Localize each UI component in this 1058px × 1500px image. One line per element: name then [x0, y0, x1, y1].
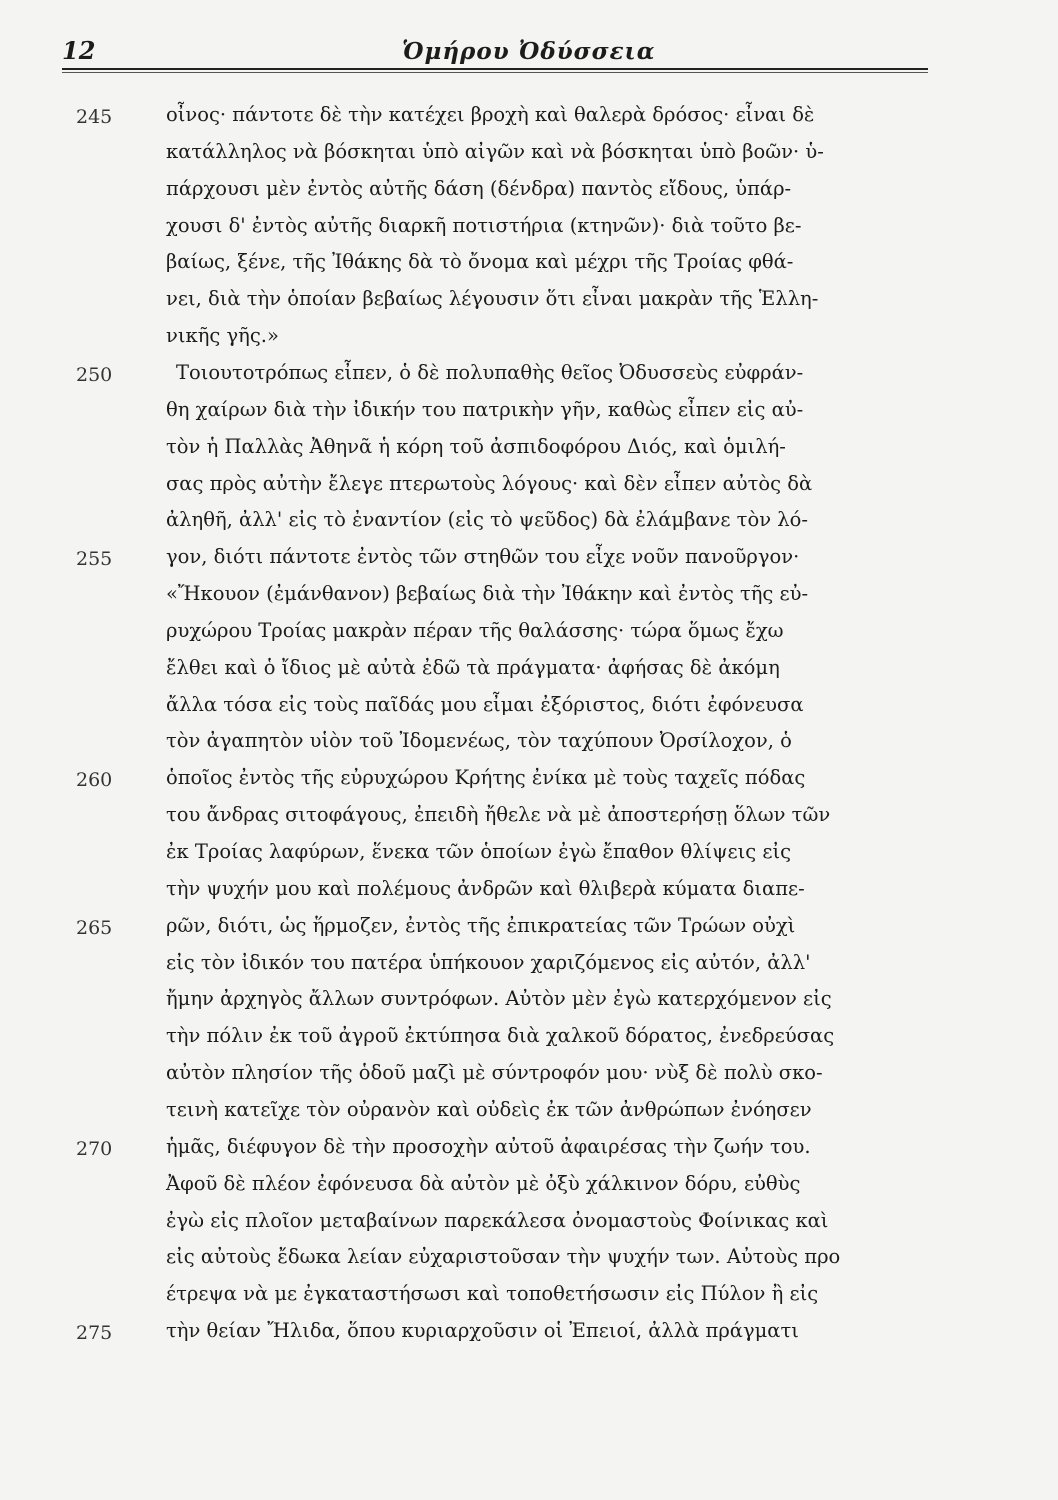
text-line: ἐκ Τροίας λαφύρων, ἕνεκα τῶν ὁποίων ἐγὼ ἔπαθον θλίψεις εἰς [166, 840, 792, 863]
text-line: ἐγὼ εἰς πλοῖον μεταβαίνων παρεκάλεσα ὀνομαστοὺς Φοίνικας καὶ [166, 1208, 829, 1232]
page-number: 12 [62, 36, 96, 65]
text-line: τὴν ψυχήν μου καὶ πολέμους ἀνδρῶν καὶ θλιβερὰ κύματα διαπε- [166, 876, 805, 900]
text-line: ἤμην ἀρχηγὸς ἄλλων συντρόφων. Αὐτὸν μὲν ἐγὼ κατερχόμενον εἰς [166, 987, 832, 1011]
running-title: Ὁμήρου Ὀδύσσεια [402, 38, 656, 65]
line-number: 275 [76, 1322, 113, 1345]
text-line: τεινὴ κατεῖχε τὸν οὐρανὸν καὶ οὐδεὶς ἐκ τῶν ἀνθρώπων ἐνόησεν [166, 1097, 812, 1121]
text-line: εἰς αὐτοὺς ἔδωκα λείαν εὐχαριστοῦσαν τὴν ψυχήν των. Αὐτοὺς προ [166, 1245, 841, 1269]
text-line: Ἀφοῦ δὲ πλέον ἐφόνευσα δὰ αὐτὸν μὲ ὀξὺ χάλκινον δόρυ, εὐθὺς [166, 1171, 801, 1195]
text-line: Τοιουτοτρόπως εἶπεν, ὁ δὲ πολυπαθὴς θεῖος Ὀδυσσεὺς εὐφράν- [176, 360, 804, 384]
text-line: αὐτὸν πλησίον τῆς ὁδοῦ μαζὶ μὲ σύντροφόν μου· νὺξ δὲ πολὺ σκο- [166, 1061, 823, 1085]
text-line: νικῆς γῆς.» [166, 324, 279, 348]
text-line: θη χαίρων διὰ τὴν ἰδικήν του πατρικὴν γῆν, καθὼς εἶπεν εἰς αὐ- [166, 397, 804, 421]
text-line: χουσι δ' ἐντὸς αὐτῆς διαρκῆ ποτιστήρια (κτηνῶν)· διὰ τοῦτο βε- [166, 213, 802, 237]
text-line: ρυχώρου Τροίας μακρὰν πέραν τῆς θαλάσσης· τώρα ὅμως ἔχω [166, 618, 784, 642]
text-line: βαίως, ξένε, τῆς Ἰθάκης δὰ τὸ ὄνομα καὶ μέχρι τῆς Τροίας φθά- [166, 250, 794, 274]
text-line: γον, διότι πάντοτε ἐντὸς τῶν στηθῶν του εἶχε νοῦν πανοῦργον· [166, 545, 800, 569]
text-line: ἀληθῆ, ἀλλ' εἰς τὸ ἐναντίον (εἰς τὸ ψεῦδος) δὰ ἐλάμβανε τὸν λό- [166, 508, 808, 532]
line-number: 245 [76, 106, 113, 128]
text-line: σας πρὸς αὐτὴν ἔλεγε πτερωτοὺς λόγους· καὶ δὲν εἶπεν αὐτὸς δὰ [166, 471, 813, 495]
header-rule [62, 68, 928, 70]
text-line: ὁποῖος ἐντὸς τῆς εὐρυχώρου Κρήτης ἐνίκα μὲ τοὺς ταχεῖς πόδας [166, 766, 806, 790]
line-number: 255 [76, 548, 113, 571]
text-line: εἰς τὸν ἰδικόν του πατέρα ὑπήκουον χαριζόμενος εἰς αὐτόν, ἀλλ' [166, 950, 811, 974]
line-number: 270 [76, 1137, 113, 1160]
text-line: τὴν θείαν Ἤλιδα, ὅπου κυριαρχοῦσιν οἱ Ἐπειοί, ἀλλὰ πράγματι [166, 1319, 799, 1343]
text-line: ἄλλα τόσα εἰς τοὺς παῖδάς μου εἶμαι ἐξόριστος, διότι ἐφόνευσα [166, 692, 804, 716]
text-line: ρῶν, διότι, ὡς ἥρμοζεν, ἐντὸς τῆς ἐπικρατείας τῶν Τρώων οὐχὶ [166, 913, 796, 937]
page-header [62, 36, 928, 66]
text-line: τὸν ἀγαπητὸν υἱὸν τοῦ Ἰδομενέως, τὸν ταχύπουν Ὀρσίλοχον, ὁ [166, 729, 792, 753]
text-line: ἡμᾶς, διέφυγον δὲ τὴν προσοχὴν αὐτοῦ ἀφαιρέσας τὴν ζωήν του. [166, 1134, 811, 1158]
line-number: 265 [76, 916, 113, 939]
text-line: κατάλληλος νὰ βόσκηται ὑπὸ αἰγῶν καὶ νὰ βόσκηται ὑπὸ βοῶν· ὑ- [166, 139, 824, 163]
text-line: «Ἤκουον (ἐμάνθανον) βεβαίως διὰ τὴν Ἰθάκην καὶ ἐντὸς τῆς εὐ- [166, 582, 809, 606]
text-line: τὴν πόλιν ἐκ τοῦ ἀγροῦ ἐκτύπησα διὰ χαλκοῦ δόρατος, ἐνεδρεύσας [166, 1024, 835, 1048]
text-line: του ἄνδρας σιτοφάγους, ἐπειδὴ ἤθελε νὰ μὲ ἀποστερήσῃ ὅλων τῶν [166, 803, 831, 827]
text-line: τὸν ἡ Παλλὰς Ἀθηνᾶ ἡ κόρη τοῦ ἀσπιδοφόρου Διός, καὶ ὁμιλή- [166, 434, 786, 458]
header-rule-thin [62, 72, 928, 73]
line-number: 250 [76, 363, 113, 386]
text-line: έτρεψα νὰ με ἐγκαταστήσωσι καὶ τοποθετήσωσιν εἰς Πύλον ἢ εἰς [166, 1282, 819, 1306]
text-line: ἔλθει καὶ ὁ ἴδιος μὲ αὐτὰ ἐδῶ τὰ πράγματα· ἀφήσας δὲ ἀκόμη [166, 655, 780, 679]
text-line: νει, διὰ τὴν ὁποίαν βεβαίως λέγουσιν ὅτι εἶναι μακρὰν τῆς Ἑλλη- [166, 287, 819, 311]
text-line: πάρχουσι μὲν ἐντὸς αὐτῆς δάση (δένδρα) παντὸς εἴδους, ὑπάρ- [166, 176, 792, 200]
line-number: 260 [76, 769, 113, 792]
text-line: οἶνος· πάντοτε δὲ τὴν κατέχει βροχὴ καὶ θαλερὰ δρόσος· εἶναι δὲ [166, 103, 815, 126]
